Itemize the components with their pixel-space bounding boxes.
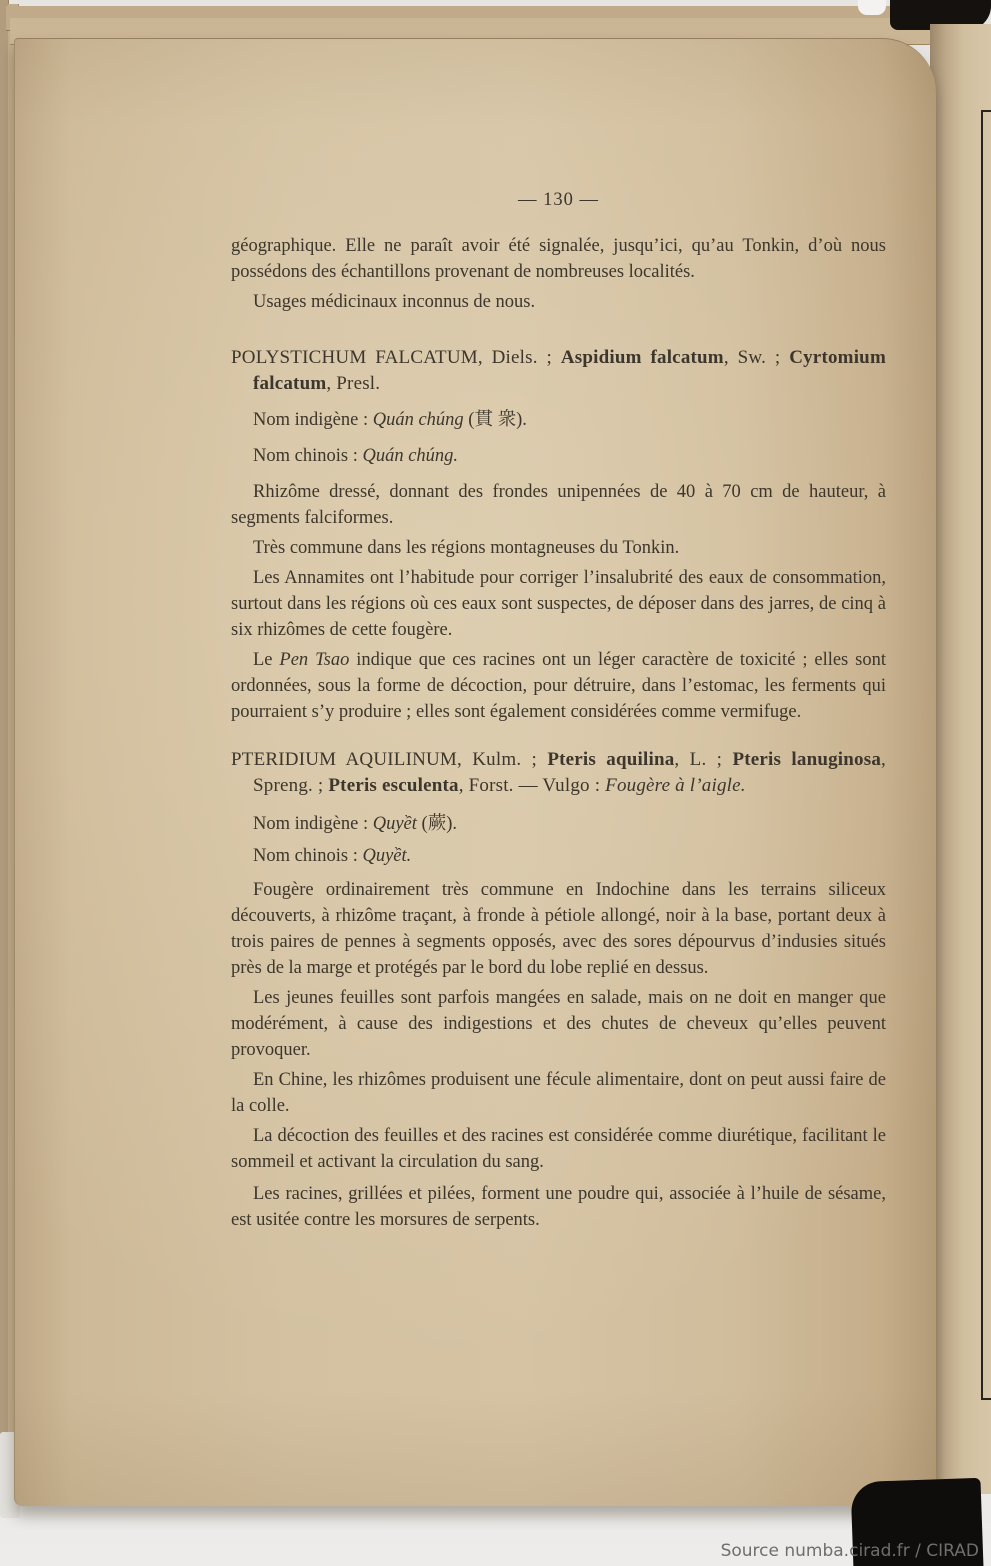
paragraph-commune: Très commune dans les régions montagneuses du Tonkin.	[253, 538, 680, 558]
page-number: — 130 —	[518, 190, 599, 210]
facing-page-border-frame	[981, 110, 991, 1400]
species-heading-polystichum: POLYSTICHUM FALCATUM, Diels. ; Aspidium falcatum, Sw. ; Cyrtomium falcatum, Presl.	[231, 347, 886, 394]
nom-indigene-line: Nom indigène : Quán chúng (貫 衆).	[253, 410, 527, 430]
paragraph-racines: Les racines, grillées et pilées, forment une poudre qui, associée à l’huile de sésame, est usitée contre les morsures de serpents.	[231, 1184, 886, 1230]
paragraph-jeunes-feuilles: Les jeunes feuilles sont parfois mangées en salade, mais on ne doit en manger que modérément, à cause des indigestions et des chutes de cheveux qu’elles peuvent provoquer.	[231, 988, 886, 1060]
species-heading-pteridium: PTERIDIUM AQUILINUM, Kulm. ; Pteris aquilina, L. ; Pteris lanuginosa, Spreng. ; Pteris esculenta, Forst. — Vulgo : Fougère à l’aigle.	[231, 749, 886, 796]
paragraph-intro: géographique. Elle ne paraît avoir été signalée, jusqu’ici, qu’au Tonkin, d’où nous possédons des échantillons provenant de nombreuses localités.	[231, 236, 886, 282]
paragraph-fougere: Fougère ordinairement très commune en Indochine dans les terrains siliceux découverts, à rhizôme traçant, à fronde à pétiole allongé, noir à la base, portant deux à trois paires de pennes à segments opposés, avec des sores dépourvus d’indusies situés près de la marge et protégés par le bord du lobe replié en dessus.	[231, 880, 886, 978]
watermark-text: Source numba.cirad.fr / CIRAD	[720, 1541, 979, 1561]
paragraph-chine: En Chine, les rhizômes produisent une fécule alimentaire, dont on peut aussi faire de la colle.	[231, 1070, 886, 1116]
book-page	[14, 38, 936, 1506]
nom-chinois-line: Nom chinois : Quán chúng.	[253, 446, 459, 466]
nom-chinois-line: Nom chinois : Quyềt.	[253, 846, 412, 866]
paragraph-decoction: La décoction des feuilles et des racines est considérée comme diurétique, facilitant le sommeil et activant la circulation du sang.	[231, 1126, 886, 1172]
paragraph-pen-tsao: Le Pen Tsao indique que ces racines ont un léger caractère de toxicité ; elles sont ordonnées, sous la forme de décoction, pour détruire, dans l’estomac, les ferments qui pourraient s’y produire ; elles sont également considérées comme vermifuge.	[231, 650, 887, 722]
paragraph-usages: Usages médicinaux inconnus de nous.	[253, 292, 536, 312]
paragraph-annamites: Les Annamites ont l’habitude pour corriger l’insalubrité des eaux de consommation, surtout dans les régions où ces eaux sont suspectes, de déposer dans des jarres, de cinq à six rhizômes de cette fougère.	[231, 568, 886, 640]
paragraph-rhizome: Rhizôme dressé, donnant des frondes unipennées de 40 à 70 cm de hauteur, à segments falciformes.	[231, 482, 886, 528]
scanner-gap-sliver	[858, 0, 886, 15]
nom-indigene-line: Nom indigène : Quyềt (蕨).	[253, 814, 457, 834]
